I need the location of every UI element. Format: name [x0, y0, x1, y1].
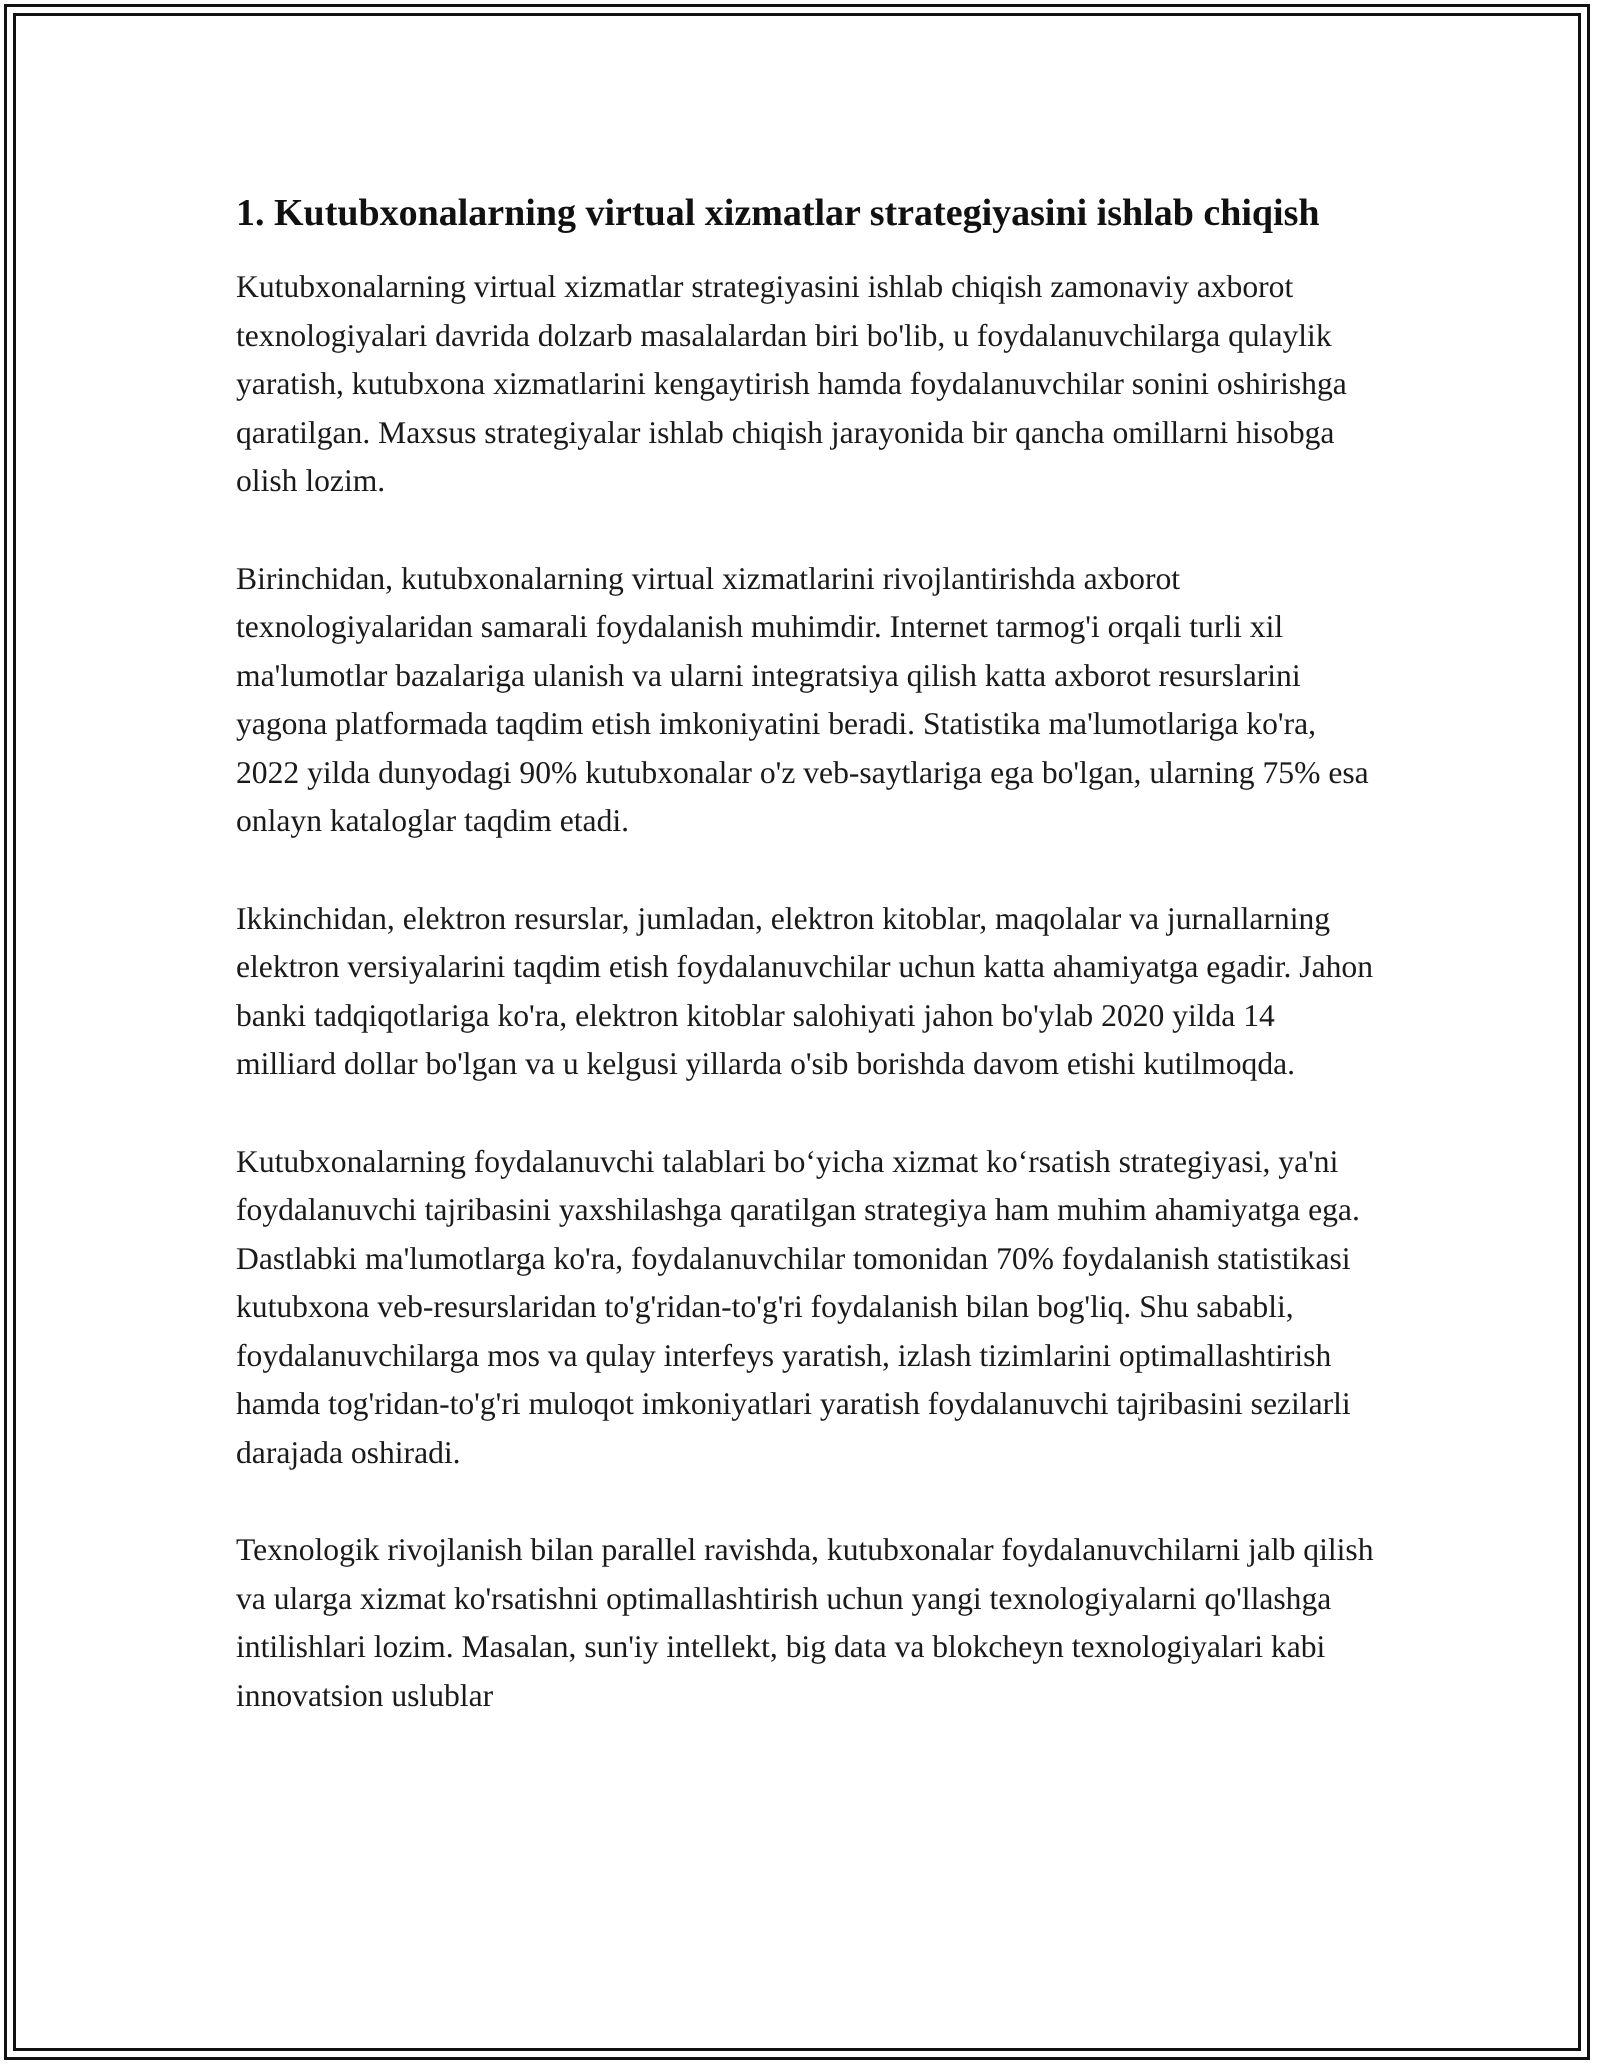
paragraph-first-point: Birinchidan, kutubxonalarning virtual xizmatlarini rivojlantirishda axborot texnologiyalaridan samarali foydalanish muhimdir. Internet tarmog'i orqali turli xil ma'lumotlar bazalariga ulanish va ularni integratsiya qilish katta axborot resurslarini yagona platformada taqdim etish imkoniyatini beradi. Statistika ma'lumotlariga ko'ra, 2022 yilda dunyodagi 90% kutubxonalar o'z veb-saytlariga ega bo'lgan, ularning 75% esa onlayn kataloglar taqdim etadi. [236, 560, 1369, 838]
paragraph-second-point: Ikkinchidan, elektron resurslar, jumladan, elektron kitoblar, maqolalar va jurnallarning elektron versiyalarini taqdim etish foydalanuvchilar uchun katta ahamiyatga egadir. Jahon banki tadqiqotlariga ko'ra, elektron kitoblar salohiyati jahon bo'ylab 2020 yilda 14 milliard dollar bo'lgan va u kelgusi yillarda o'sib borishda davom etishi kutilmoqda. [236, 900, 1373, 1081]
section-heading: 1. Kutubxonalarning virtual xizmatlar strategiyasini ishlab chiqish [236, 192, 1320, 234]
paragraph-user-strategy: Kutubxonalarning foydalanuvchi talablari bo‘yicha xizmat ko‘rsatish strategiyasi, ya'ni foydalanuvchi tajribasini yaxshilashga qaratilgan strategiya ham muhim ahamiyatga ega. Dastlabki ma'lumotlarga ko'ra, foydalanuvchilar tomonidan 70% foydalanish statistikasi kutubxona veb-resurslaridan to'g'ridan-to'g'ri foydalanish bilan bog'liq. Shu sababli, foydalanuvchilarga mos va qulay interfeys yaratish, izlash tizimlarini optimallashtirish hamda tog'ridan-to'g'ri muloqot imkoniyatlari yaratish foydalanuvchi tajribasini sezilarli darajada oshiradi. [236, 1143, 1360, 1470]
paragraph-technology: Texnologik rivojlanish bilan parallel ravishda, kutubxonalar foydalanuvchilarni jalb qilish va ularga xizmat ko'rsatishni optimallashtirish uchun yangi texnologiyalarni qo'llashga intilishlari lozim. Masalan, sun'iy intellekt, big data va blokcheyn texnologiyalari kabi innovatsion uslublar [236, 1532, 1374, 1713]
paragraph-intro: Kutubxonalarning virtual xizmatlar strategiyasini ishlab chiqish zamonaviy axborot texnologiyalari davrida dolzarb masalalardan biri bo'lib, u foydalanuvchilarga qulaylik yaratish, kutubxona xizmatlarini kengaytirish hamda foydalanuvchilar sonini oshirishga qaratilgan. Maxsus strategiyalar ishlab chiqish jarayonida bir qancha omillarni hisobga olish lozim. [236, 269, 1347, 498]
document-body [236, 186, 1376, 1720]
